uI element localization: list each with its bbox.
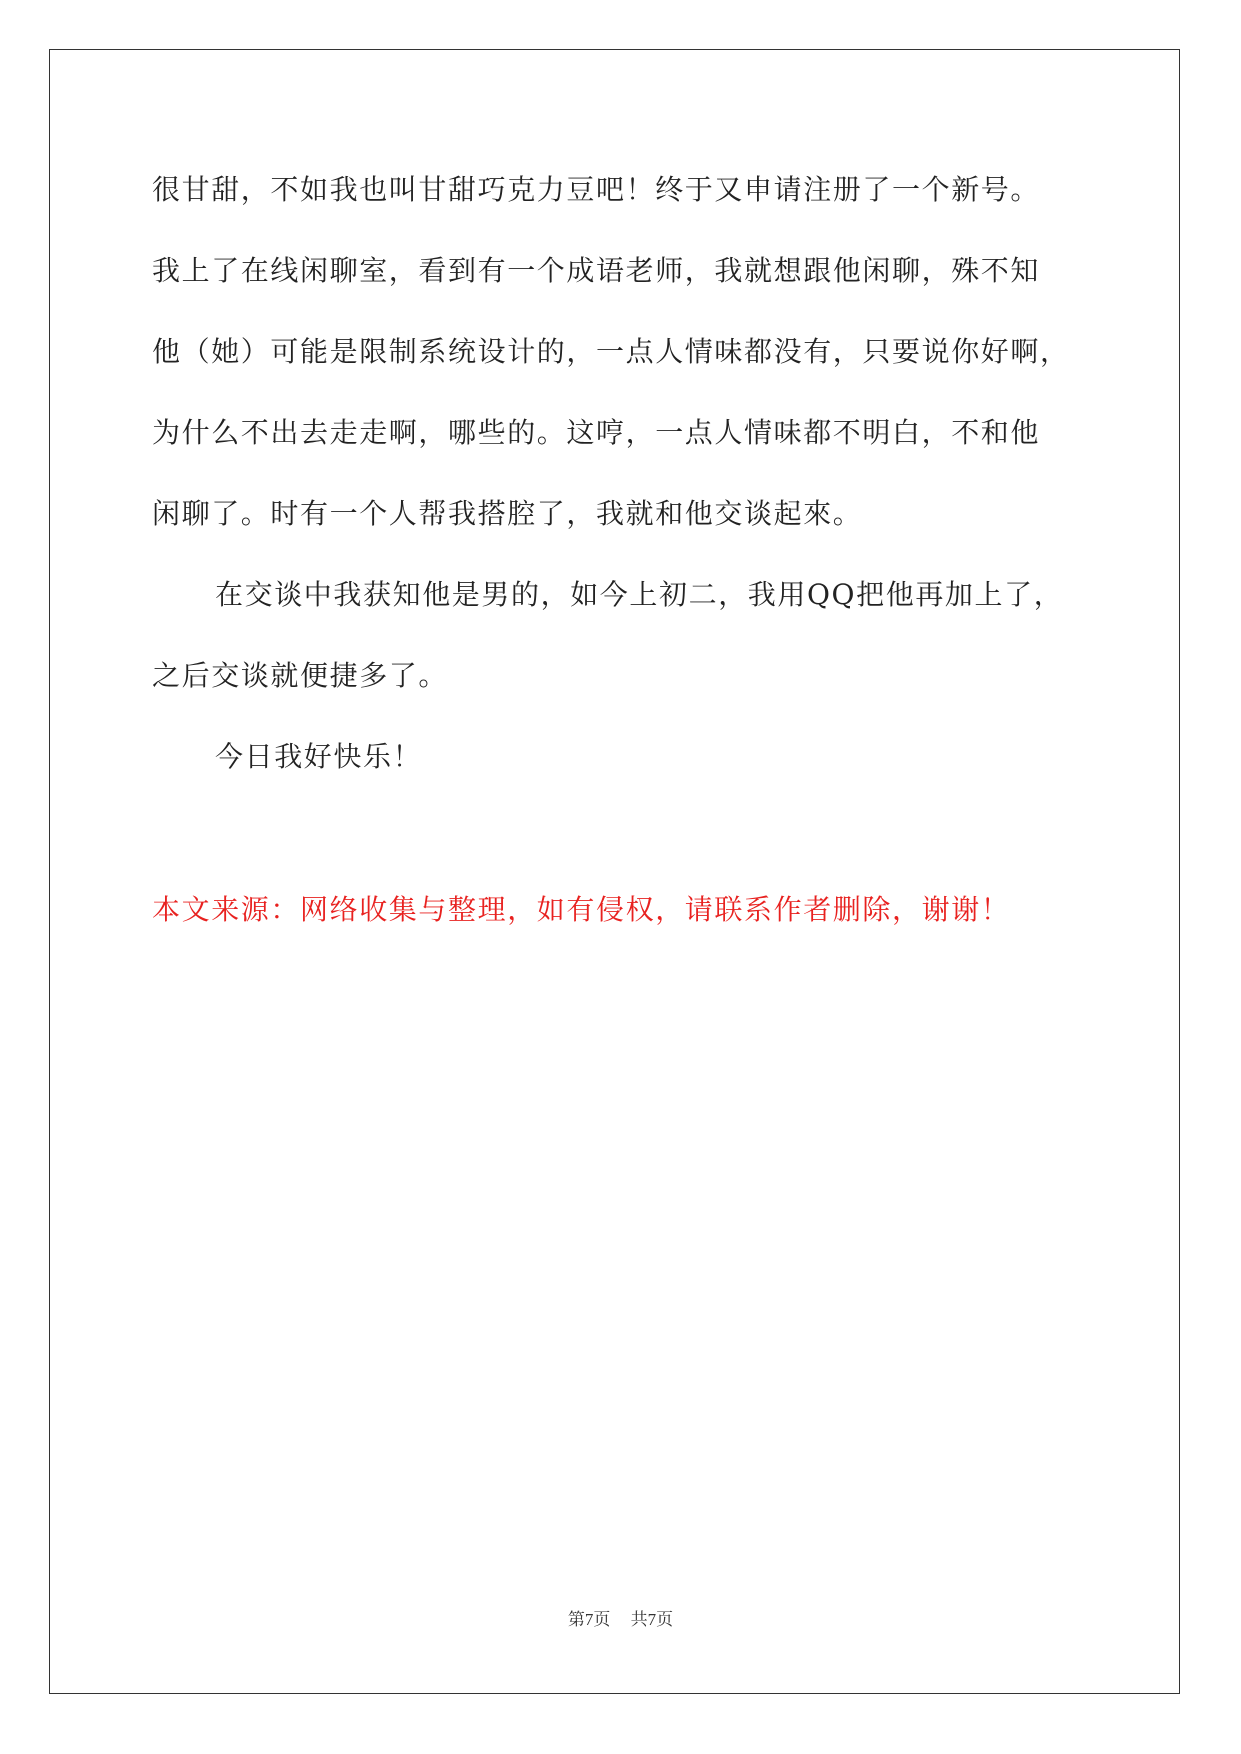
text-line: 我上了在线闲聊室，看到有一个成语老师，我就想跟他闲聊，殊不知 [152,254,1041,287]
page-number-current: 第7页 [567,1610,611,1629]
source-disclaimer: 本文来源：网络收集与整理，如有侵权，请联系作者删除，谢谢！ [152,893,1011,926]
text-line: 他（她）可能是限制系统设计的，一点人情味都没有，只要说你好啊， [152,335,1070,368]
text-line: 之后交谈就便捷多了。 [152,659,449,692]
page-number-total: 共7页 [630,1610,674,1629]
text-line: 很甘甜，不如我也叫甘甜巧克力豆吧！终于又申请注册了一个新号。 [152,173,1041,206]
page-footer [0,1605,1241,1630]
text-line: 闲聊了。时有一个人帮我搭腔了，我就和他交谈起來。 [152,497,863,530]
document-body [152,160,1112,808]
paragraph-start-line: 在交谈中我获知他是男的，如今上初二，我用QQ把他再加上了， [215,578,1064,611]
text-line: 为什么不出去走走啊，哪些的。这哼，一点人情味都不明白，不和他 [152,416,1041,449]
paragraph-start-line: 今日我好快乐！ [215,740,423,773]
